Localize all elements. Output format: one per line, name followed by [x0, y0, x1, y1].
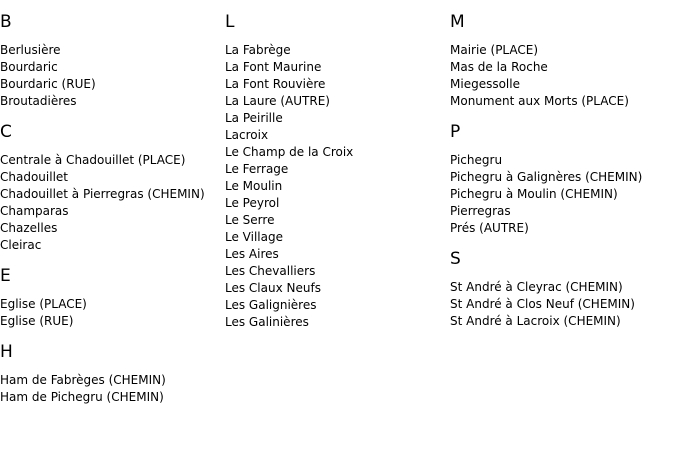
- street-link[interactable]: Pierregras: [450, 204, 511, 218]
- street-link[interactable]: Pichegru: [450, 153, 503, 167]
- letter-group-e: [0, 266, 225, 330]
- street-link[interactable]: Le Peyrol: [225, 196, 280, 210]
- letter-group-b: [0, 12, 225, 110]
- street-link[interactable]: Miegessolle: [450, 77, 520, 91]
- street-link[interactable]: Chadouillet à Pierregras (CHEMIN): [0, 187, 205, 201]
- street-link[interactable]: Eglise (RUE): [0, 314, 74, 328]
- street-link[interactable]: Chadouillet: [0, 170, 68, 184]
- letter-group-h: [0, 342, 225, 406]
- street-column-3: [450, 0, 675, 339]
- street-list-h: [0, 372, 225, 406]
- street-column-2: [225, 0, 450, 340]
- street-link[interactable]: Le Serre: [225, 213, 275, 227]
- street-link[interactable]: Broutadières: [0, 94, 77, 108]
- street-link[interactable]: La Font Rouvière: [225, 77, 326, 91]
- letter-heading-h: H: [0, 342, 13, 362]
- street-link[interactable]: St André à Cleyrac (CHEMIN): [450, 280, 623, 294]
- street-list-l: [225, 42, 450, 331]
- street-link[interactable]: Le Ferrage: [225, 162, 289, 176]
- street-link[interactable]: Les Galinières: [225, 315, 309, 329]
- letter-heading-e: E: [0, 266, 11, 286]
- street-link[interactable]: Monument aux Morts (PLACE): [450, 94, 629, 108]
- letter-group-s: [450, 249, 675, 330]
- letter-group-m: [450, 12, 675, 110]
- letter-heading-c: C: [0, 122, 12, 142]
- street-link[interactable]: Le Moulin: [225, 179, 283, 193]
- street-link[interactable]: Bourdaric: [0, 60, 58, 74]
- street-link[interactable]: La Laure (AUTRE): [225, 94, 330, 108]
- street-link[interactable]: Cleirac: [0, 238, 42, 252]
- street-column-1: [0, 0, 225, 415]
- street-link[interactable]: Eglise (PLACE): [0, 297, 87, 311]
- street-link[interactable]: Lacroix: [225, 128, 269, 142]
- street-list-m: [450, 42, 675, 110]
- street-link[interactable]: St André à Lacroix (CHEMIN): [450, 314, 621, 328]
- street-link[interactable]: Les Aires: [225, 247, 279, 261]
- street-link[interactable]: La Font Maurine: [225, 60, 322, 74]
- street-link[interactable]: La Peirille: [225, 111, 283, 125]
- letter-heading-b: B: [0, 12, 12, 32]
- street-link[interactable]: Le Village: [225, 230, 283, 244]
- letter-heading-s: S: [450, 249, 461, 269]
- letter-heading-p: P: [450, 122, 461, 142]
- street-link[interactable]: Les Chevalliers: [225, 264, 316, 278]
- street-link[interactable]: Ham de Pichegru (CHEMIN): [0, 390, 164, 404]
- street-link[interactable]: Prés (AUTRE): [450, 221, 529, 235]
- street-list-e: [0, 296, 225, 330]
- street-link[interactable]: Les Claux Neufs: [225, 281, 321, 295]
- street-link[interactable]: La Fabrège: [225, 43, 291, 57]
- street-list-b: [0, 42, 225, 110]
- street-list-s: [450, 279, 675, 330]
- street-link[interactable]: Ham de Fabrèges (CHEMIN): [0, 373, 166, 387]
- street-link[interactable]: Pichegru à Galignères (CHEMIN): [450, 170, 643, 184]
- street-list-p: [450, 152, 675, 237]
- street-link[interactable]: Les Galignières: [225, 298, 317, 312]
- street-list-c: [0, 152, 225, 254]
- street-link[interactable]: Berlusière: [0, 43, 61, 57]
- street-link[interactable]: Bourdaric (RUE): [0, 77, 96, 91]
- letter-group-l: [225, 12, 450, 331]
- street-link[interactable]: Chazelles: [0, 221, 58, 235]
- letter-heading-l: L: [225, 12, 235, 32]
- street-link[interactable]: Champaras: [0, 204, 69, 218]
- street-link[interactable]: Le Champ de la Croix: [225, 145, 354, 159]
- letter-group-c: [0, 122, 225, 254]
- street-link[interactable]: Mairie (PLACE): [450, 43, 539, 57]
- street-link[interactable]: Pichegru à Moulin (CHEMIN): [450, 187, 618, 201]
- street-link[interactable]: Mas de la Roche: [450, 60, 548, 74]
- letter-group-p: [450, 122, 675, 237]
- street-link[interactable]: Centrale à Chadouillet (PLACE): [0, 153, 186, 167]
- street-link[interactable]: St André à Clos Neuf (CHEMIN): [450, 297, 635, 311]
- letter-heading-m: M: [450, 12, 465, 32]
